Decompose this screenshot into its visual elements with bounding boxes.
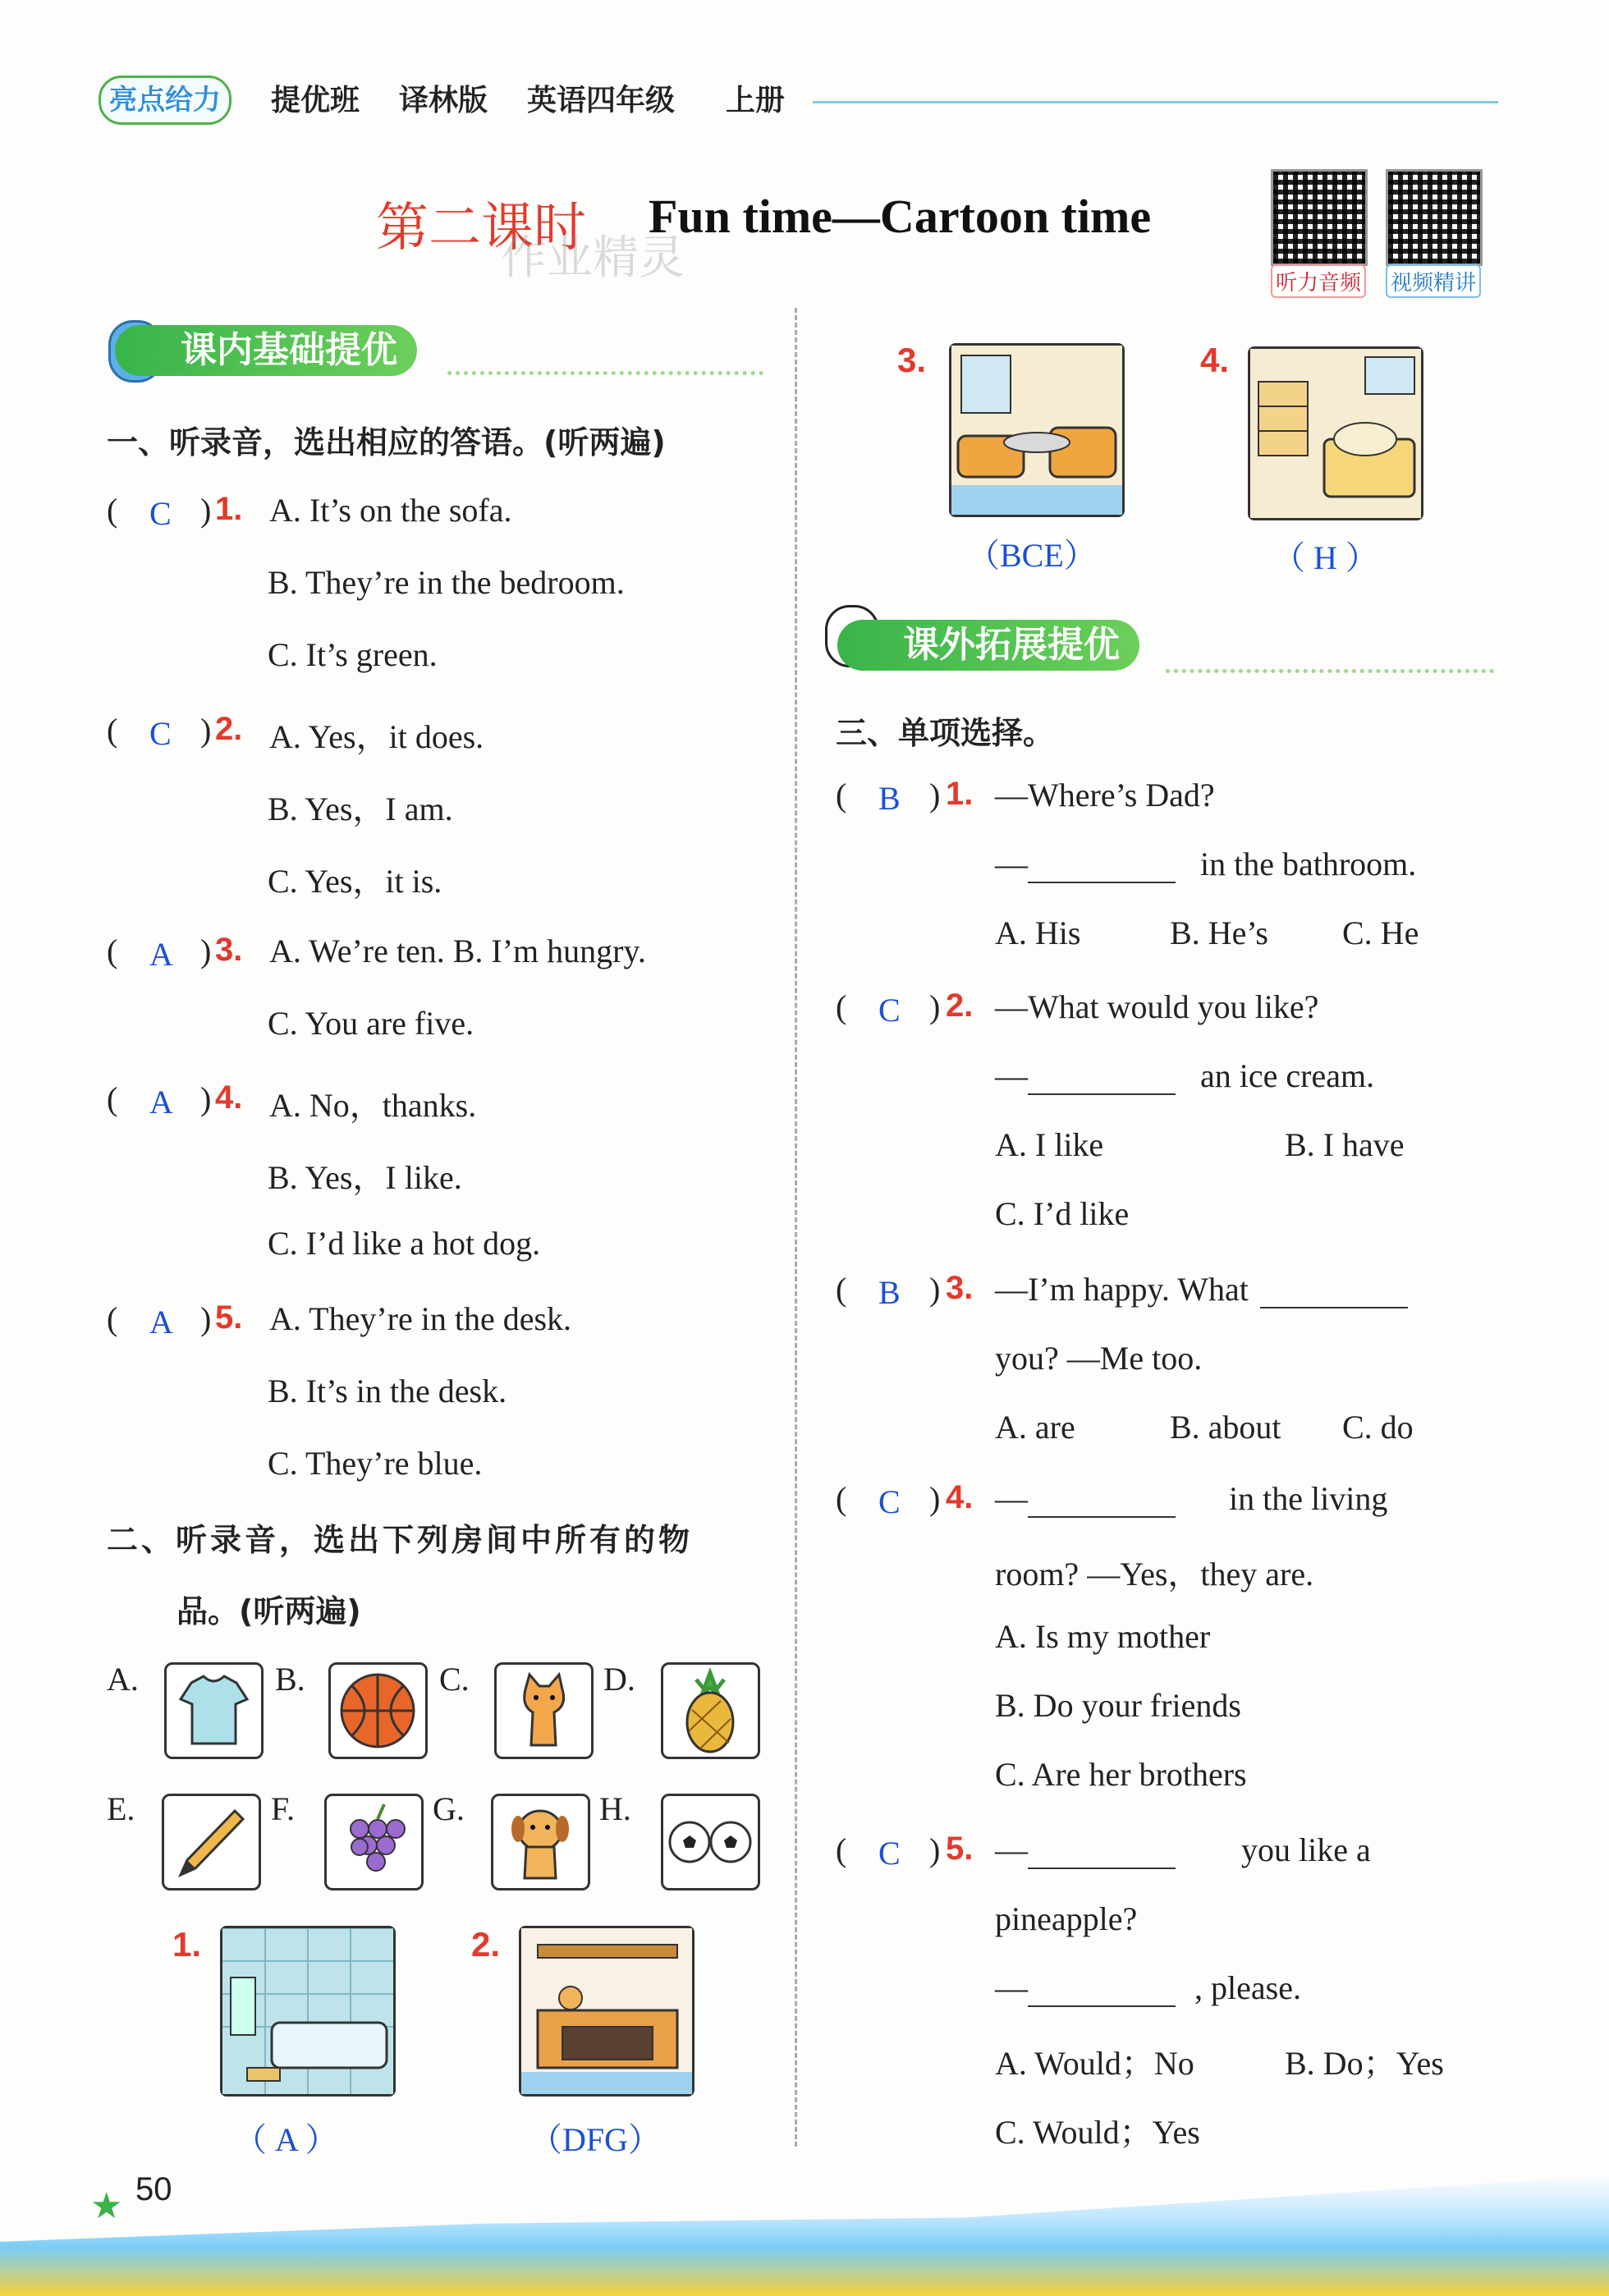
answer-bracket-open: ( [107,933,118,969]
question-text-part: — [995,1480,1028,1517]
object-letter-b: B. [275,1661,305,1698]
room-answer-2: （DFG） [529,2121,662,2158]
option-text: C. Yes，it is. [268,863,442,900]
question-text-part: in the living [1229,1480,1388,1517]
answer-bracket-open: ( [836,1480,847,1517]
watermark: 作业精灵 [501,231,685,285]
qr-code-audio[interactable] [1271,169,1368,266]
question-text [995,1900,1137,1938]
option-text: A. His [995,914,1081,951]
grapes-icon [324,1794,424,1890]
question-number: 2. [946,988,974,1024]
series-name: 提优班 [271,84,360,117]
answer-bracket-open: ( [836,777,847,813]
option-text: A. It’s on the sofa. [269,492,512,529]
option-text: C. You are five. [268,1005,474,1042]
answer-bracket-close: ) [929,1480,941,1517]
question-number: 5. [215,1299,243,1336]
answer-blank[interactable] [1028,1838,1176,1869]
object-letter-a: A. [107,1661,139,1698]
question-text-part: an ice cream. [1200,1057,1375,1094]
pineapple-icon [661,1662,760,1759]
answer-letter: C [878,992,901,1029]
option-text: A. No，thanks. [269,1087,477,1124]
room-number-4: 4. [1200,341,1230,379]
question-number: 3. [946,1270,974,1306]
question-text-part: , please. [1194,1969,1301,2006]
lesson-topic: Fun time—Cartoon time [649,190,1152,243]
lesson-title: 第二课时 [376,198,586,259]
room-answer-3: （BCE） [967,537,1097,574]
bathroom-scene [220,1926,396,2097]
question-text-part: —What would you like? [995,988,1319,1025]
question-text [995,1056,1176,1095]
answer-letter: A [149,1084,173,1121]
question-text [1194,1968,1301,2007]
answer-bracket-open: ( [836,1831,847,1868]
section-badge-extra: 课外拓展提优 [837,620,1139,671]
option-text: B. about [1170,1409,1281,1446]
room-answer-1: （ A ） [234,2121,338,2158]
answer-letter: C [878,1835,901,1872]
option-text: B. Do your friends [995,1687,1241,1724]
question-number: 1. [946,776,974,812]
footer-wave [0,2175,1609,2296]
room-number-2: 2. [471,1925,501,1964]
dotted-rule-2 [1166,669,1494,673]
question-text [1229,1479,1387,1518]
question-text [995,1270,1408,1308]
answer-bracket-close: ) [200,1300,212,1337]
answer-blank[interactable] [1028,1487,1176,1518]
question-text [1200,845,1416,883]
room-number-3: 3. [897,341,927,379]
question-text [1241,1831,1371,1869]
star-icon: ★ [90,2185,123,2227]
object-letter-d: D. [603,1661,635,1698]
part2-title-line1: 二、听录音，选出下列房间中所有的物 [107,1522,694,1558]
page-number: 50 [135,2171,172,2207]
answer-bracket-open: ( [107,1300,118,1337]
qr-label-audio: 听力音频 [1271,264,1366,298]
part2-title-line2: 品。(听两遍) [176,1593,361,1629]
edition-label: 译林版 [399,84,488,117]
question-text [995,988,1318,1026]
object-letter-h: H. [599,1790,631,1827]
column-divider [795,308,797,2147]
option-text: A. are [995,1409,1075,1446]
answer-blank[interactable] [1028,1064,1176,1095]
answer-bracket-close: ) [200,712,212,749]
cat-icon [494,1662,594,1759]
question-text-part: — [995,1969,1028,2006]
answer-bracket-open: ( [107,492,118,529]
object-letter-g: G. [433,1790,465,1827]
option-text: C. Would；Yes [995,2114,1200,2151]
option-text: A. Would；No [995,2045,1194,2082]
question-number: 4. [946,1479,974,1515]
answer-bracket-open: ( [836,988,847,1025]
object-letter-e: E. [107,1790,135,1827]
answer-bracket-close: ) [929,1271,941,1308]
question-text-part: you? —Me too. [995,1340,1203,1377]
qr-label-video: 视频精讲 [1386,264,1481,298]
answer-blank[interactable] [1028,1976,1176,2007]
question-text [995,776,1215,814]
answer-bracket-close: ) [200,933,212,969]
basketball-icon [328,1662,428,1759]
part3-title: 三、单项选择。 [836,715,1055,751]
option-text: B. Yes，I am. [268,791,453,827]
question-text-part: —I’m happy. What [995,1271,1249,1308]
answer-bracket-open: ( [107,712,118,749]
option-text: C. do [1342,1409,1414,1446]
object-letter-c: C. [439,1661,470,1698]
living-room-scene [949,343,1125,517]
part1-title: 一、听录音，选出相应的答语。(听两遍) [107,424,666,461]
answer-bracket-close: ) [929,988,941,1025]
answer-bracket-close: ) [929,777,941,813]
option-text: B. Yes，I like. [268,1159,462,1196]
volume-label: 上册 [726,84,786,117]
question-text-part: in the bathroom. [1200,846,1417,882]
room-answer-4: （ H ） [1272,539,1378,576]
option-text: C. I’d like a hot dog. [268,1225,541,1262]
option-text: A. Is my mother [995,1618,1211,1655]
answer-blank[interactable] [1028,852,1176,883]
question-number: 3. [215,932,243,968]
option-text: A. We’re ten. B. I’m hungry. [269,933,646,969]
question-text [995,845,1176,883]
question-text-part: you like a [1241,1831,1371,1868]
option-text: A. I like [995,1126,1104,1163]
question-number: 4. [215,1079,243,1116]
room-number-1: 1. [172,1925,202,1964]
kitchen-scene [519,1926,694,2097]
t-shirt-icon [164,1662,264,1759]
grade-label: 英语四年级 [527,84,676,117]
pencil-icon [162,1794,261,1890]
question-text [1200,1056,1374,1095]
answer-bracket-close: ) [929,1831,941,1868]
footballs-icon [661,1794,760,1890]
bedroom-scene [1248,346,1423,520]
option-text: C. I’d like [995,1195,1130,1232]
question-text [995,1479,1176,1518]
option-text: A. They’re in the desk. [269,1300,572,1337]
header-rule [813,101,1498,103]
option-text: C. They’re blue. [268,1445,483,1482]
answer-bracket-open: ( [836,1271,847,1308]
object-letter-f: F. [271,1790,296,1827]
answer-letter: A [149,936,173,973]
qr-code-video[interactable] [1386,169,1483,266]
question-text-part: —Where’s Dad? [995,777,1215,813]
answer-bracket-close: ) [200,492,212,529]
answer-letter: A [149,1304,173,1340]
answer-bracket-open: ( [107,1080,118,1117]
option-text: C. Are her brothers [995,1756,1247,1793]
answer-letter: C [149,715,172,752]
question-number: 5. [946,1831,974,1867]
question-text [995,1968,1176,2007]
option-text: B. I have [1285,1126,1405,1163]
section-badge-in-class: 课内基础提优 [115,325,417,376]
question-text-part: — [995,1057,1028,1094]
answer-letter: B [878,780,901,817]
question-text-part: — [995,846,1028,882]
answer-letter: C [878,1483,901,1520]
question-text [995,1831,1176,1869]
question-text-part: room? —Yes，they are. [995,1556,1314,1593]
option-text: B. Do；Yes [1285,2045,1444,2082]
question-text-part: — [995,1831,1028,1868]
option-text: B. It’s in the desk. [268,1373,507,1409]
option-text: B. They’re in the bedroom. [268,564,625,601]
answer-bracket-close: ) [200,1080,212,1117]
answer-letter: B [878,1274,901,1311]
option-text: C. It’s green. [268,636,438,673]
question-number: 1. [215,491,243,527]
option-text: B. He’s [1170,914,1268,951]
dotted-rule [447,371,763,375]
brand-badge: 亮点给力 [99,76,231,125]
answer-letter: C [149,495,172,532]
answer-blank[interactable] [1260,1277,1408,1308]
question-number: 2. [215,711,243,747]
question-text [995,1339,1202,1377]
option-text: C. He [1342,914,1419,951]
option-text: A. Yes，it does. [269,718,484,755]
dog-icon [491,1794,590,1890]
question-text-part: pineapple? [995,1900,1138,1937]
question-text [995,1548,1313,1595]
